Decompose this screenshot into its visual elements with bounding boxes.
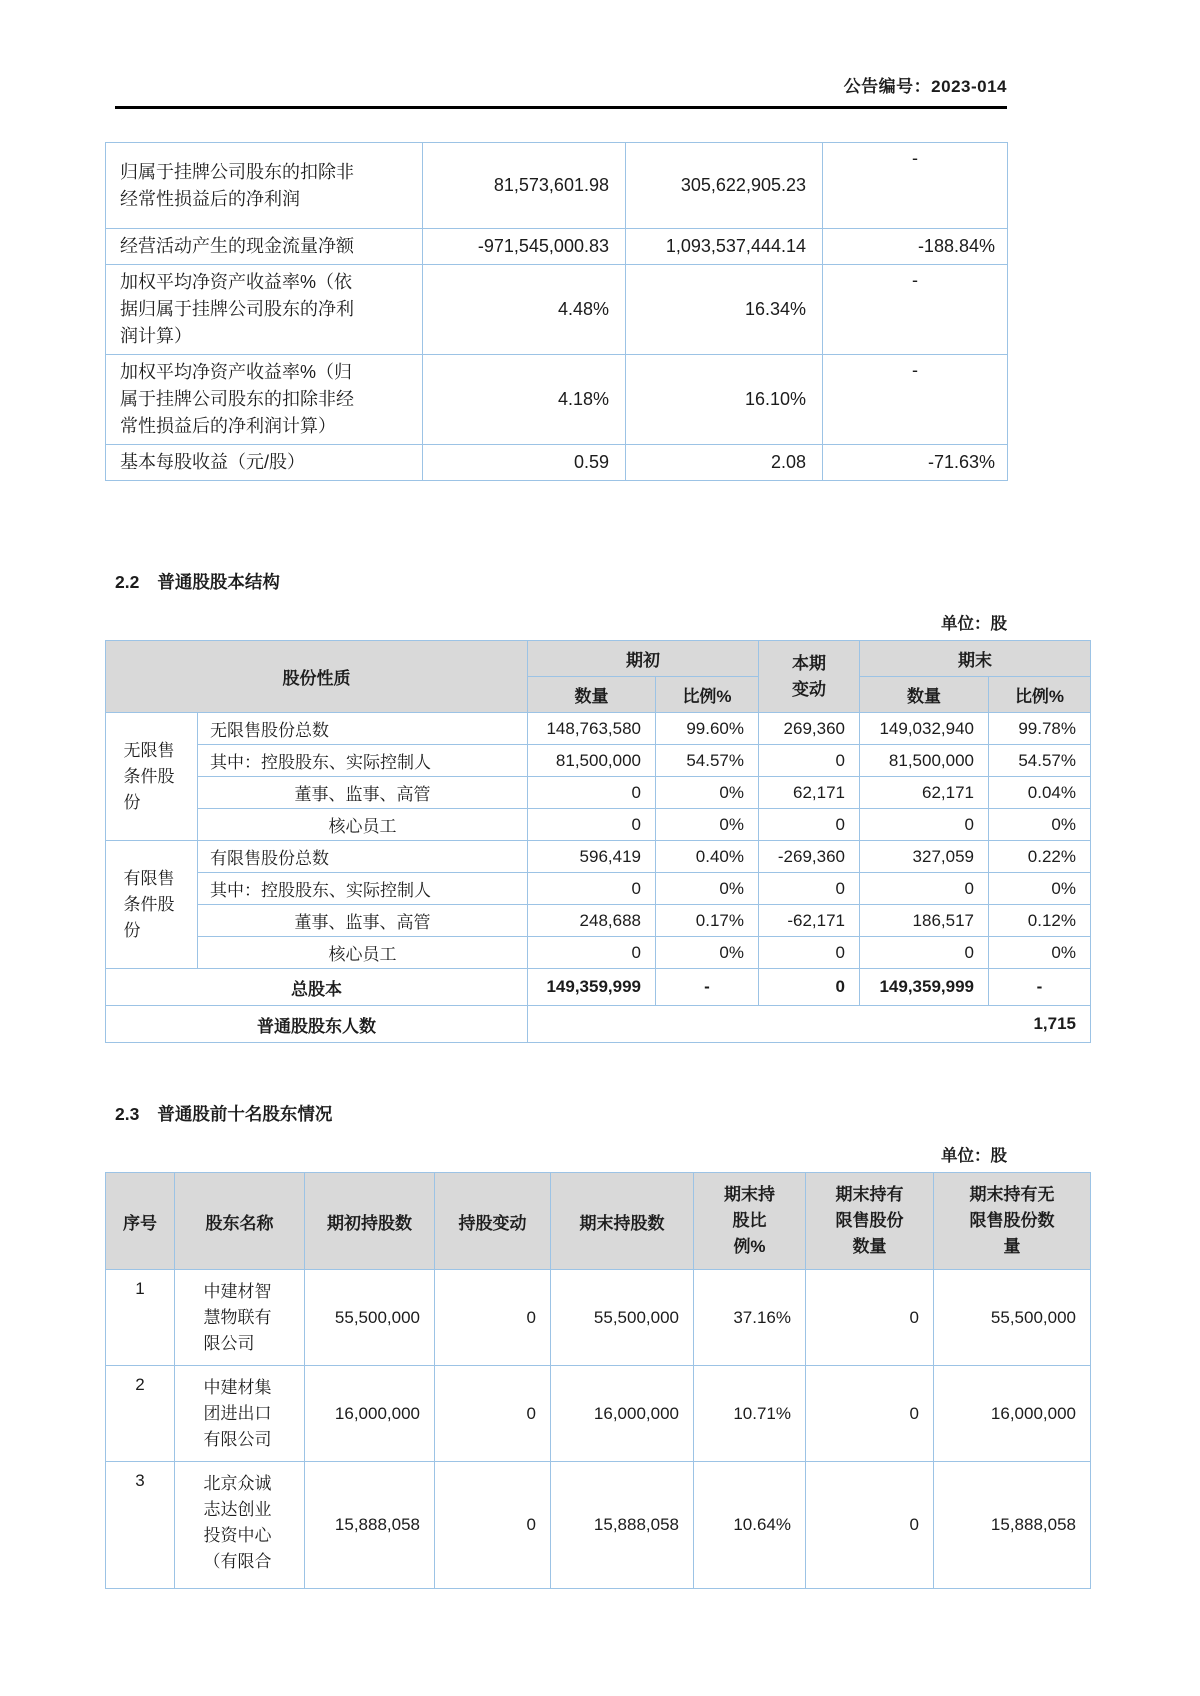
total-begin-ratio: - <box>656 969 759 1006</box>
metric-prior: 1,093,537,444.14 <box>626 229 823 265</box>
metric-current: 4.48% <box>423 265 626 355</box>
end-quantity: 81,500,000 <box>860 745 989 777</box>
total-begin-quantity: 149,359,999 <box>528 969 656 1006</box>
row-label: 无限售股份总数 <box>198 713 528 745</box>
metric-label: 基本每股收益（元/股） <box>106 445 423 481</box>
share-structure-table <box>105 640 1091 1043</box>
begin-quantity: 0 <box>528 777 656 809</box>
total-label: 总股本 <box>106 969 528 1006</box>
col-header-begin-shares: 期初持股数 <box>305 1173 435 1270</box>
period-change: 0 <box>759 873 860 905</box>
period-change: 0 <box>759 809 860 841</box>
unit-label: 单位：股 <box>941 615 1007 633</box>
shareholder-name: 北京众诚志达创业投资中心（有限合 <box>175 1462 305 1589</box>
metric-current: 4.18% <box>423 355 626 445</box>
end-quantity: 62,171 <box>860 777 989 809</box>
end-restricted-shares: 0 <box>806 1270 934 1366</box>
table-row <box>106 143 1008 229</box>
end-shares: 16,000,000 <box>551 1366 694 1462</box>
begin-quantity: 148,763,580 <box>528 713 656 745</box>
table-row <box>106 355 1008 445</box>
end-ratio: 54.57% <box>989 745 1091 777</box>
metric-change: -188.84% <box>823 229 1008 265</box>
period-change: 269,360 <box>759 713 860 745</box>
end-ratio: 99.78% <box>989 713 1091 745</box>
begin-quantity: 0 <box>528 873 656 905</box>
metric-change: - <box>823 355 1008 445</box>
shareholder-row <box>106 1366 1091 1462</box>
header-row <box>106 641 1091 677</box>
metric-change: -71.63% <box>823 445 1008 481</box>
top-shareholders-table <box>105 1172 1091 1589</box>
begin-quantity: 81,500,000 <box>528 745 656 777</box>
period-change: 62,171 <box>759 777 860 809</box>
row-label: 其中：控股股东、实际控制人 <box>198 873 528 905</box>
end-quantity: 0 <box>860 809 989 841</box>
section-2-2-heading <box>115 569 1090 594</box>
total-end-quantity: 149,359,999 <box>860 969 989 1006</box>
share-change: 0 <box>435 1366 551 1462</box>
end-restricted-shares: 0 <box>806 1462 934 1589</box>
shareholder-row <box>106 1270 1091 1366</box>
metric-prior: 305,622,905.23 <box>626 143 823 229</box>
begin-ratio: 0% <box>656 809 759 841</box>
table-row <box>106 841 1091 873</box>
section-2-3-heading <box>115 1101 1090 1126</box>
rank: 1 <box>106 1270 175 1366</box>
total-row <box>106 969 1091 1006</box>
end-ratio: 10.71% <box>694 1366 806 1462</box>
table-row <box>106 937 1091 969</box>
header-divider <box>115 106 1007 109</box>
group-label-restricted: 有限售条件股份 <box>106 841 198 969</box>
table-row <box>106 809 1091 841</box>
end-ratio: 0.12% <box>989 905 1091 937</box>
table-row <box>106 229 1008 265</box>
metric-label: 加权平均净资产收益率%（依据归属于挂牌公司股东的净利润计算） <box>106 265 423 355</box>
row-label: 董事、监事、高管 <box>198 905 528 937</box>
shareholder-name: 中建材集团进出口有限公司 <box>175 1366 305 1462</box>
end-unrestricted-shares: 15,888,058 <box>934 1462 1091 1589</box>
end-shares: 55,500,000 <box>551 1270 694 1366</box>
end-quantity: 0 <box>860 873 989 905</box>
metric-label: 加权平均净资产收益率%（归属于挂牌公司股东的扣除非经常性损益后的净利润计算） <box>106 355 423 445</box>
table-row <box>106 713 1091 745</box>
group-label-unrestricted: 无限售条件股份 <box>106 713 198 841</box>
col-header-index: 序号 <box>106 1173 175 1270</box>
col-header-end-shares: 期末持股数 <box>551 1173 694 1270</box>
begin-ratio: 0.17% <box>656 905 759 937</box>
begin-quantity: 248,688 <box>528 905 656 937</box>
begin-shares: 15,888,058 <box>305 1462 435 1589</box>
metric-current: -971,545,000.83 <box>423 229 626 265</box>
col-header-share-change: 持股变动 <box>435 1173 551 1270</box>
metric-current: 0.59 <box>423 445 626 481</box>
metric-prior: 2.08 <box>626 445 823 481</box>
table-row <box>106 745 1091 777</box>
period-change: 0 <box>759 745 860 777</box>
holders-count-value: 1,715 <box>528 1006 1091 1043</box>
begin-quantity: 0 <box>528 937 656 969</box>
begin-ratio: 0.40% <box>656 841 759 873</box>
holders-count-label: 普通股股东人数 <box>106 1006 528 1043</box>
col-header-end-restricted: 期末持有限售股份数量 <box>806 1173 934 1270</box>
col-header-quantity: 数量 <box>860 677 989 713</box>
share-change: 0 <box>435 1270 551 1366</box>
row-label: 董事、监事、高管 <box>198 777 528 809</box>
shareholder-name: 中建材智慧物联有限公司 <box>175 1270 305 1366</box>
end-ratio: 37.16% <box>694 1270 806 1366</box>
col-header-ending: 期末 <box>860 641 1091 677</box>
announcement-number: 公告编号：2023-014 <box>843 77 1007 96</box>
shareholder-row <box>106 1462 1091 1589</box>
header-row <box>106 1173 1091 1270</box>
table-row <box>106 777 1091 809</box>
metric-prior: 16.10% <box>626 355 823 445</box>
end-ratio: 0% <box>989 809 1091 841</box>
row-label: 核心员工 <box>198 937 528 969</box>
end-ratio: 0% <box>989 873 1091 905</box>
financial-summary-table <box>105 142 1008 481</box>
table-row <box>106 265 1008 355</box>
begin-ratio: 0% <box>656 937 759 969</box>
metric-change: - <box>823 143 1008 229</box>
end-unrestricted-shares: 55,500,000 <box>934 1270 1091 1366</box>
row-label: 有限售股份总数 <box>198 841 528 873</box>
end-quantity: 0 <box>860 937 989 969</box>
col-header-end-unrestricted: 期末持有无限售股份数量 <box>934 1173 1091 1270</box>
period-change: -269,360 <box>759 841 860 873</box>
table-row <box>106 873 1091 905</box>
total-end-ratio: - <box>989 969 1091 1006</box>
end-ratio: 0.04% <box>989 777 1091 809</box>
begin-quantity: 0 <box>528 809 656 841</box>
begin-shares: 55,500,000 <box>305 1270 435 1366</box>
col-header-period-change: 本期变动 <box>759 641 860 713</box>
col-header-ratio: 比例% <box>989 677 1091 713</box>
end-ratio: 0.22% <box>989 841 1091 873</box>
share-change: 0 <box>435 1462 551 1589</box>
col-header-end-ratio: 期末持股比例% <box>694 1173 806 1270</box>
table-row <box>106 445 1008 481</box>
end-shares: 15,888,058 <box>551 1462 694 1589</box>
col-header-share-nature: 股份性质 <box>106 641 528 713</box>
total-period-change: 0 <box>759 969 860 1006</box>
end-ratio: 0% <box>989 937 1091 969</box>
section-title: 普通股前十名股东情况 <box>157 1104 333 1124</box>
row-label: 其中：控股股东、实际控制人 <box>198 745 528 777</box>
end-restricted-shares: 0 <box>806 1366 934 1462</box>
begin-shares: 16,000,000 <box>305 1366 435 1462</box>
period-change: -62,171 <box>759 905 860 937</box>
begin-ratio: 0% <box>656 777 759 809</box>
row-label: 核心员工 <box>198 809 528 841</box>
begin-ratio: 54.57% <box>656 745 759 777</box>
end-unrestricted-shares: 16,000,000 <box>934 1366 1091 1462</box>
metric-change: - <box>823 265 1008 355</box>
section-number: 2.2 <box>115 572 140 592</box>
metric-current: 81,573,601.98 <box>423 143 626 229</box>
rank: 2 <box>106 1366 175 1462</box>
begin-ratio: 0% <box>656 873 759 905</box>
col-header-beginning: 期初 <box>528 641 759 677</box>
metric-label: 归属于挂牌公司股东的扣除非经常性损益后的净利润 <box>106 143 423 229</box>
metric-prior: 16.34% <box>626 265 823 355</box>
section-number: 2.3 <box>115 1104 140 1124</box>
begin-ratio: 99.60% <box>656 713 759 745</box>
end-quantity: 327,059 <box>860 841 989 873</box>
holders-count-row <box>106 1006 1091 1043</box>
end-quantity: 186,517 <box>860 905 989 937</box>
end-ratio: 10.64% <box>694 1462 806 1589</box>
unit-label: 单位：股 <box>941 1147 1007 1165</box>
section-title: 普通股股本结构 <box>157 572 280 592</box>
col-header-shareholder-name: 股东名称 <box>175 1173 305 1270</box>
begin-quantity: 596,419 <box>528 841 656 873</box>
metric-label: 经营活动产生的现金流量净额 <box>106 229 423 265</box>
period-change: 0 <box>759 937 860 969</box>
table-row <box>106 905 1091 937</box>
col-header-ratio: 比例% <box>656 677 759 713</box>
rank: 3 <box>106 1462 175 1589</box>
col-header-quantity: 数量 <box>528 677 656 713</box>
end-quantity: 149,032,940 <box>860 713 989 745</box>
